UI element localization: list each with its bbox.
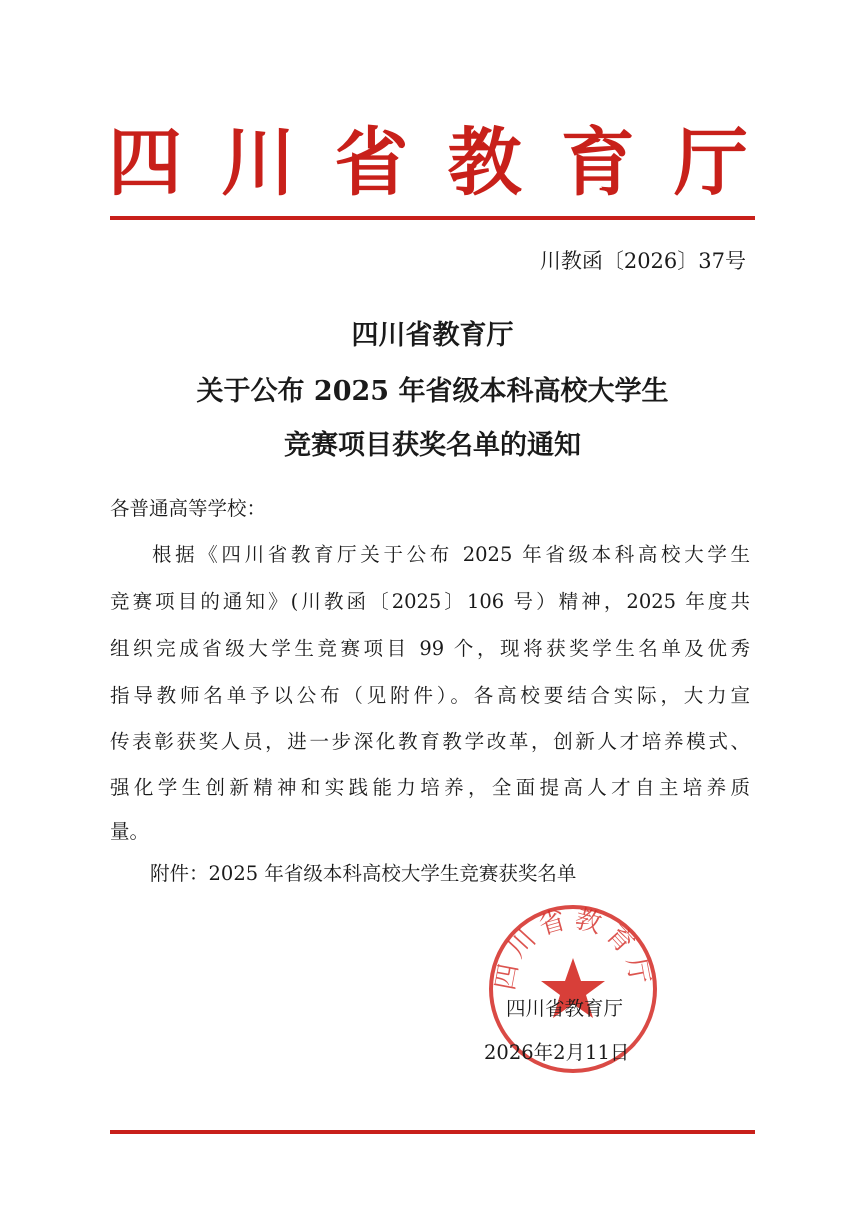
issuer-name: 四川省教育厅 bbox=[506, 997, 624, 1020]
body-text-line: 量。 bbox=[110, 820, 150, 843]
seal-arc-text: 四川省教育厅 bbox=[490, 903, 656, 993]
letterhead-title bbox=[108, 118, 748, 208]
footer-red-rule bbox=[110, 1130, 755, 1134]
body-text-line: 强化学生创新精神和实践能力培养，全面提高人才自主培养质 bbox=[110, 776, 750, 799]
letterhead-char: 厅 bbox=[673, 120, 748, 206]
document-number: 川教函〔2026〕37号 bbox=[539, 249, 746, 273]
document-title-line-2: 关于公布 2025 年省级本科高校大学生 bbox=[196, 376, 669, 407]
letterhead-char: 教 bbox=[447, 120, 522, 206]
letterhead-char: 省 bbox=[334, 120, 409, 206]
document-title-line-3: 竞赛项目获奖名单的通知 bbox=[284, 430, 581, 461]
letterhead-char: 四 bbox=[108, 120, 182, 206]
body-text-line: 组织完成省级大学生竞赛项目 99 个，现将获奖学生名单及优秀 bbox=[110, 637, 750, 660]
attachment-note: 附件：2025 年省级本科高校大学生竞赛获奖名单 bbox=[150, 862, 577, 885]
letterhead-char: 育 bbox=[560, 120, 635, 206]
body-text-line: 传表彰获奖人员，进一步深化教育教学改革，创新人才培养模式、 bbox=[110, 730, 750, 753]
issue-date: 2026年2月11日 bbox=[484, 1041, 630, 1064]
document-title-line-1: 四川省教育厅 bbox=[351, 320, 514, 351]
body-text-line: 根据《四川省教育厅关于公布 2025 年省级本科高校大学生 bbox=[152, 543, 750, 566]
letterhead-red-rule bbox=[110, 216, 755, 220]
body-text-line: 指导教师名单予以公布（见附件）。各高校要结合实际，大力宣 bbox=[110, 684, 750, 707]
letterhead-char: 川 bbox=[221, 120, 296, 206]
salutation: 各普通高等学校： bbox=[110, 497, 267, 520]
body-text-line: 竞赛项目的通知》(川教函〔2025〕106 号）精神，2025 年度共 bbox=[110, 590, 750, 613]
